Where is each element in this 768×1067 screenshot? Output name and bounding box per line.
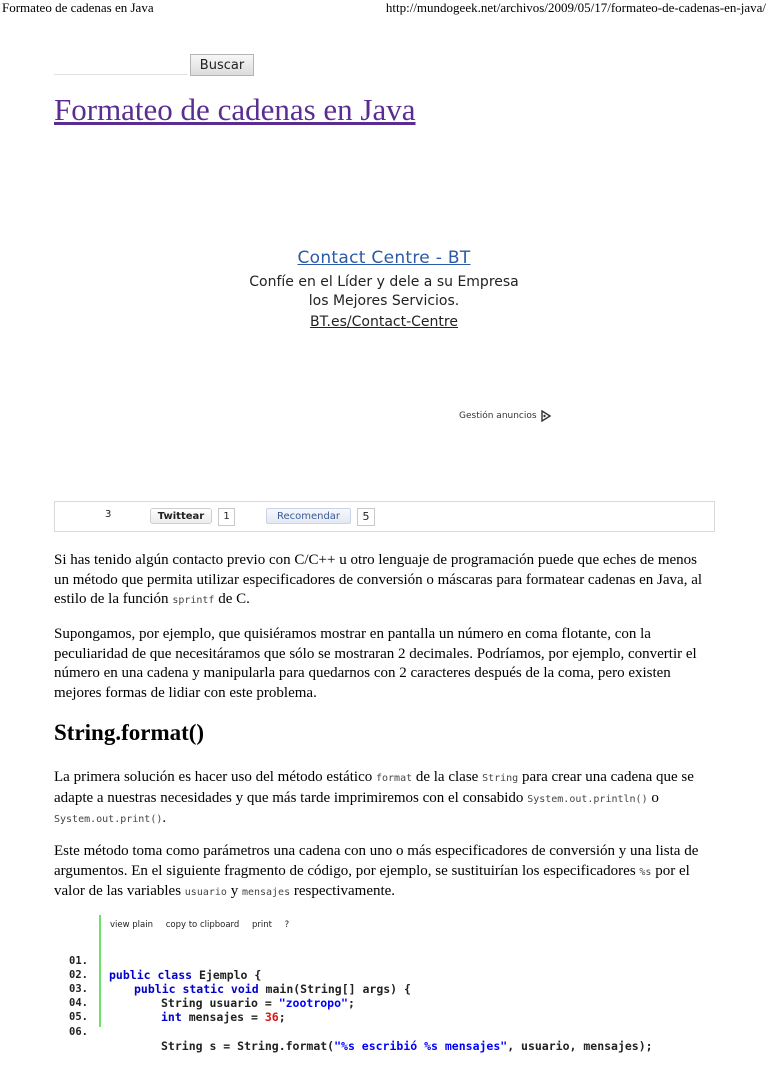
paragraph-3-text-a: La primera solución es hacer uso del método estático — [54, 769, 376, 785]
code-string: "zootropo" — [278, 996, 348, 1010]
code-plain: , usuario, mensajes); — [507, 1039, 653, 1053]
paragraph-2: Supongamos, por ejemplo, que quisiéramos mostrar en pantalla un número en coma flotante, con la peculiaridad de que necesitáramos que sólo se mostraran 2 decimales. Podríamos, por ejemplo, convertir el número en una cadena y manipularla para quedarnos con 2 caracteres después de la coma, pero existen mejores formas de lidiar con este problema. — [54, 626, 697, 701]
paragraph-3-text-b: de la clase — [412, 769, 483, 785]
ad-management-label: Gestión anuncios — [459, 411, 537, 421]
paragraph-1-text-a: Si has tenido algún contacto previo con C/C++ u otro lenguaje de programación puede que eches de menos un método que permita utilizar especificadores de conversión o máscaras para formatear cadenas en Java, al estilo de la función — [54, 552, 703, 607]
ad-management[interactable] — [459, 410, 551, 422]
inline-code-println: System.out.println() — [527, 793, 648, 805]
search-button[interactable]: Buscar — [190, 54, 254, 76]
search-input[interactable] — [54, 54, 188, 75]
line-number: 05. — [69, 1011, 88, 1023]
inline-code-usuario: usuario — [184, 887, 227, 898]
code-plain: Ejemplo { — [192, 968, 262, 982]
facebook-recommend-button[interactable]: Recomendar — [266, 508, 351, 524]
paragraph-4-text-b: por el valor de las variables — [54, 862, 690, 899]
paragraph-4-text-c: y — [226, 883, 242, 899]
code-text — [109, 968, 261, 982]
paragraph-1-text-b: de C. — [214, 591, 250, 607]
paragraph-3-text-c: para crear una cadena que se adapte a nuestras necesidades y que más tarde imprimiremos con el consabido — [54, 769, 694, 806]
code-text — [161, 1010, 286, 1024]
document-url: http://mundogeek.net/archivos/2009/05/17/formateo-de-cadenas-en-java/ — [385, 0, 766, 15]
share-count: 3 — [105, 509, 112, 520]
facebook-count: 5 — [357, 508, 375, 526]
code-keyword: int — [161, 1010, 182, 1024]
inline-code-string: String — [482, 773, 519, 784]
code-plain: String usuario = — [161, 996, 279, 1010]
document-title: Formateo de cadenas en Java — [2, 0, 154, 15]
code-plain: String s = String.format( — [161, 1039, 335, 1053]
print-link[interactable]: print — [251, 920, 272, 930]
view-plain-link[interactable]: view plain — [110, 920, 153, 930]
page-title[interactable]: Formateo de cadenas en Java — [54, 92, 416, 127]
paragraph-3 — [54, 768, 714, 830]
code-number: 36 — [264, 1010, 279, 1024]
ad-url-link[interactable]: BT.es/Contact-Centre — [310, 314, 458, 330]
ad-text-line-1: Confíe en el Líder y dele a su Empresa — [249, 274, 519, 290]
inline-code-sprintf: sprintf — [172, 595, 215, 606]
adchoices-icon — [541, 410, 551, 422]
section-heading: String.format() — [54, 720, 205, 745]
code-string: "%s escribió %s mensajes" — [334, 1039, 508, 1053]
paragraph-4-text-d: respectivamente. — [290, 883, 396, 899]
line-number: 02. — [69, 969, 88, 981]
code-text — [161, 1039, 653, 1053]
twitter-count: 1 — [218, 508, 235, 526]
help-link[interactable]: ? — [284, 920, 290, 930]
social-share-bar — [54, 501, 715, 532]
ad-block — [54, 248, 714, 332]
inline-code-specifier: %s — [639, 866, 652, 878]
paragraph-3-text-e: . — [162, 810, 167, 826]
code-gutter-bar — [99, 915, 101, 1027]
paragraph-4 — [54, 842, 714, 903]
code-text — [134, 982, 411, 996]
line-number: 06. — [69, 1026, 88, 1038]
code-keyword: public static void — [134, 982, 259, 996]
line-number: 04. — [69, 997, 88, 1009]
ad-text-line-2: los Mejores Servicios. — [308, 293, 460, 309]
inline-code-mensajes: mensajes — [241, 887, 291, 898]
inline-code-format: format — [375, 773, 413, 784]
code-plain: ; — [278, 1010, 286, 1024]
line-number: 03. — [69, 983, 88, 995]
inline-code-print: System.out.print() — [54, 814, 163, 825]
paragraph-1 — [54, 551, 714, 611]
code-toolbar — [110, 920, 299, 930]
paragraph-4-text-a: Este método toma como parámetros una cadena con uno o más especificadores de conversión y una lista de argumentos. En el siguiente fragmento de código, por ejemplo, se sustituirían los especificadores — [54, 843, 699, 879]
ad-title-link[interactable]: Contact Centre - BT — [297, 248, 471, 268]
paragraph-3-text-d: o — [647, 789, 659, 806]
copy-to-clipboard-link[interactable]: copy to clipboard — [165, 920, 240, 930]
code-text — [161, 996, 355, 1010]
code-plain: main(String[] args) { — [258, 982, 411, 996]
twitter-button[interactable]: Twittear — [150, 508, 212, 524]
code-plain: ; — [347, 996, 355, 1010]
code-keyword: public class — [109, 968, 193, 982]
line-number: 01. — [69, 955, 88, 967]
code-plain: mensajes = — [181, 1010, 265, 1024]
